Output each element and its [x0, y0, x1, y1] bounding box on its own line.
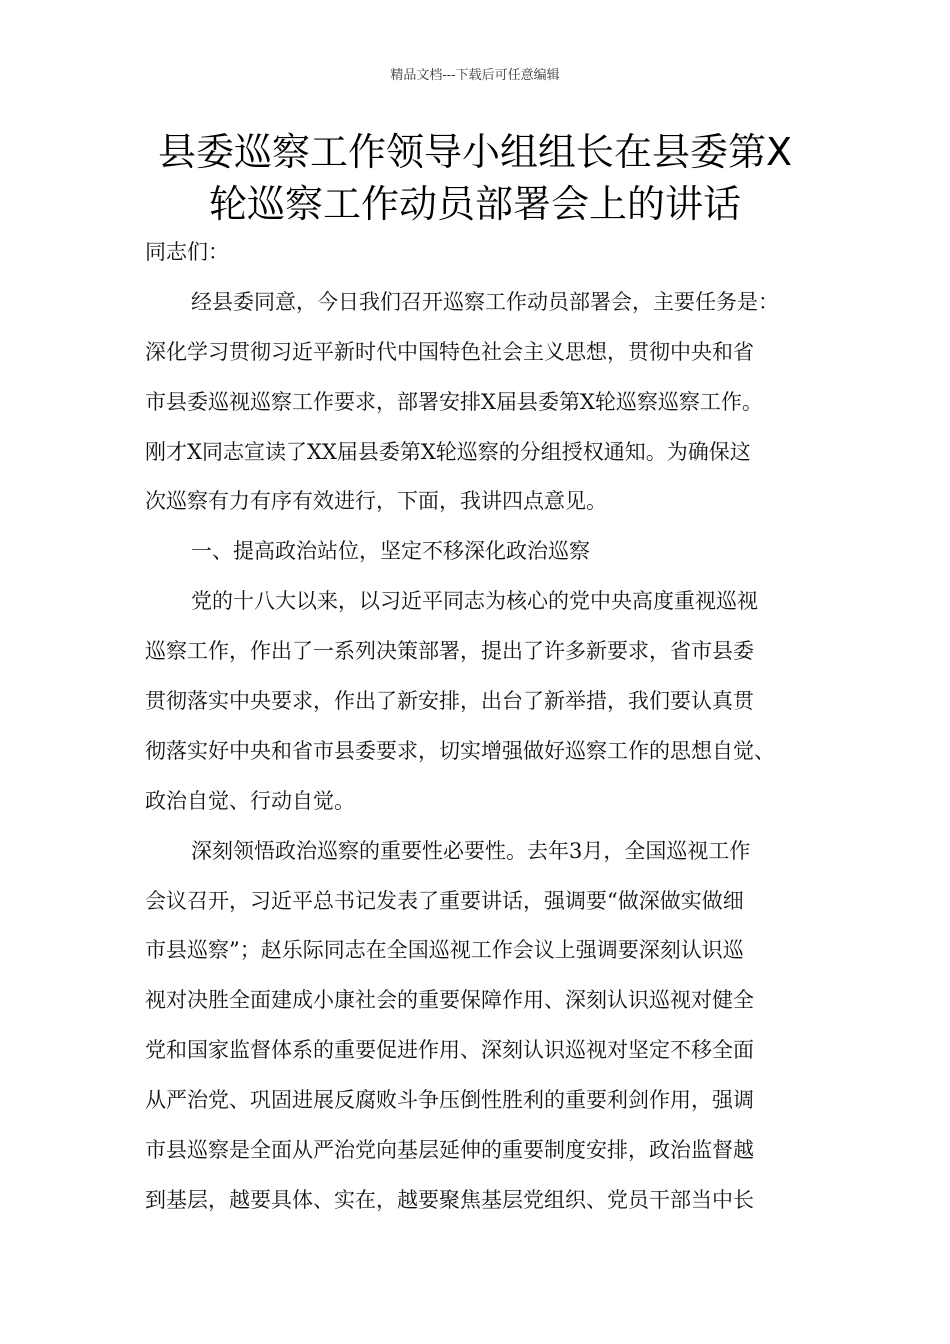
body-line: 市县巡察”；赵乐际同志在全国巡视工作会议上强调要深刻认识巡 — [145, 938, 744, 963]
body-line: 会议召开，习近平总书记发表了重要讲话，强调要“做深做实做细 — [145, 888, 744, 913]
body-line: 深化学习贯彻习近平新时代中国特色社会主义思想，贯彻中央和省 — [145, 339, 754, 364]
body-line: 从严治党、巩固进展反腐败斗争压倒性胜利的重要利剑作用，强调 — [145, 1088, 754, 1113]
header-note: 精品文档---下载后可任意编辑 — [390, 68, 560, 83]
body-line: 经县委同意，今日我们召开巡察工作动员部署会，主要任务是： — [191, 289, 779, 314]
body-line: 深刻领悟政治巡察的重要性必要性。去年3月，全国巡视工作 — [191, 838, 751, 863]
body-line: 党和国家监督体系的重要促进作用、深刻认识巡视对坚定不移全面 — [145, 1038, 754, 1063]
body-line: 党的十八大以来，以习近平同志为核心的党中央高度重视巡视 — [191, 589, 758, 614]
body-line: 市县委巡视巡察工作要求，部署安排X届县委第X轮巡察巡察工作。 — [145, 389, 763, 414]
body-line: 视对决胜全面建成小康社会的重要保障作用、深刻认识巡视对健全 — [145, 988, 754, 1013]
body-line: 次巡察有力有序有效进行，下面，我讲四点意见。 — [145, 489, 607, 514]
body-line: 彻落实好中央和省市县委要求，切实增强做好巡察工作的思想自觉、 — [145, 738, 775, 763]
title-line: 轮巡察工作动员部署会上的讲话 — [208, 182, 741, 226]
body-line: 政治自觉、行动自觉。 — [145, 788, 355, 813]
body-text — [145, 228, 835, 1226]
document-title — [100, 126, 850, 230]
body-line: 到基层，越要具体、实在，越要聚焦基层党组织、党员干部当中长 — [145, 1187, 754, 1212]
body-line: 刚才X同志宣读了XX届县委第X轮巡察的分组授权通知。为确保这 — [145, 439, 751, 464]
title-line: 县委巡察工作领导小组组长在县委第X — [157, 130, 793, 174]
body-line: 巡察工作，作出了一系列决策部署，提出了许多新要求，省市县委 — [145, 639, 754, 664]
body-line: 一、提高政治站位，坚定不移深化政治巡察 — [191, 539, 590, 564]
body-line: 贯彻落实中央要求，作出了新安排，出台了新举措，我们要认真贯 — [145, 689, 754, 714]
body-line: 市县巡察是全面从严治党向基层延伸的重要制度安排，政治监督越 — [145, 1138, 754, 1163]
salutation: 同志们： — [145, 240, 229, 264]
